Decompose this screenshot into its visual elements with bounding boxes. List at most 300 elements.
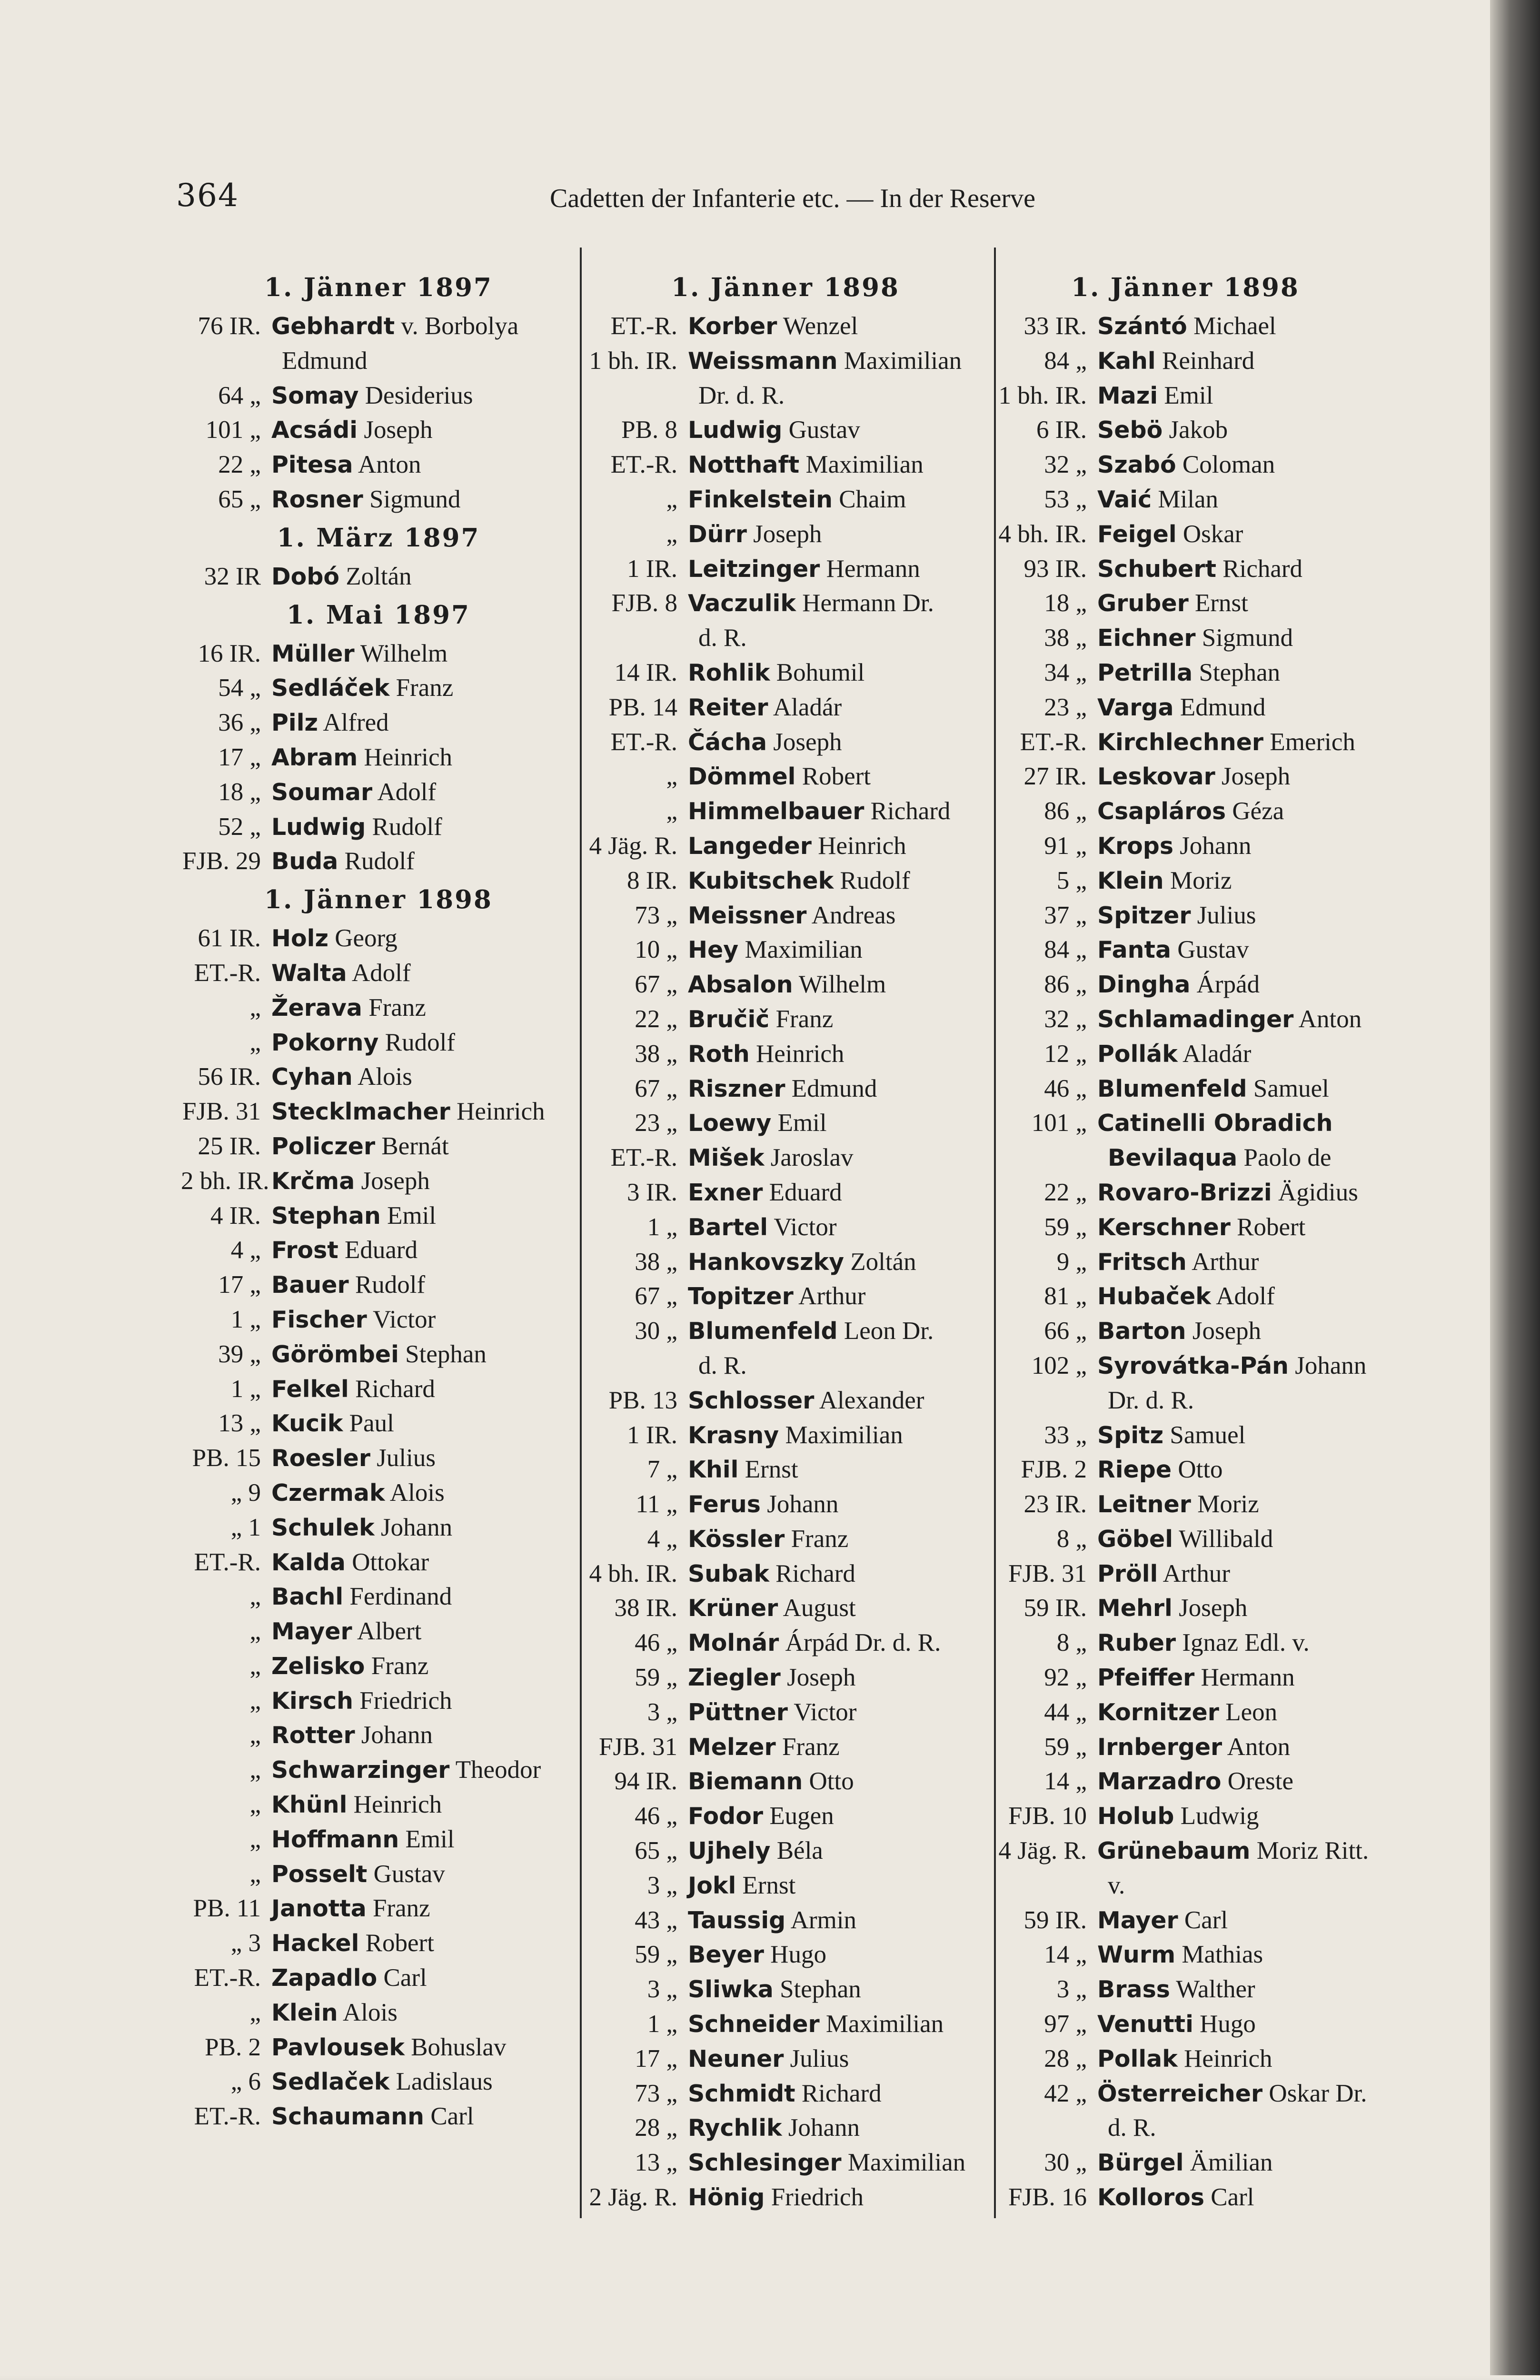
entry-row — [995, 1695, 1376, 1730]
entry-row — [588, 2076, 983, 2111]
surname: Felkel — [271, 1375, 349, 1403]
unit-label: 84 „ — [1044, 936, 1087, 964]
surname: Kubitschek — [688, 867, 834, 894]
entry-row — [181, 991, 576, 1025]
entry-row — [995, 1452, 1376, 1487]
given-name: Ägidius — [1278, 1178, 1358, 1206]
given-name: Ernst — [1195, 589, 1248, 617]
entry-continuation — [995, 1868, 1376, 1903]
entry-row — [588, 1383, 983, 1418]
unit-label: 2 bh. IR. — [181, 1167, 269, 1195]
given-name: Johann — [1295, 1351, 1367, 1379]
given-name: Rudolf — [344, 847, 415, 875]
unit-label: „ 6 — [230, 2068, 261, 2096]
entry-row — [588, 1245, 983, 1279]
given-name: Eugen — [769, 1802, 834, 1830]
unit-label: ET.-R. — [194, 959, 261, 987]
entry-row — [995, 794, 1376, 829]
entry-row — [588, 1522, 983, 1557]
given-name: Coloman — [1182, 451, 1275, 479]
given-name: Bohuslav — [411, 2033, 507, 2061]
given-name: Robert — [802, 763, 871, 791]
surname: Kahl — [1097, 347, 1156, 375]
given-name: Bohumil — [776, 658, 865, 686]
entry-row — [181, 1995, 576, 2030]
surname: Schlosser — [688, 1387, 815, 1414]
given-name: Maximilian — [847, 2149, 966, 2177]
entry-row — [181, 1094, 576, 1129]
given-name: Franz — [371, 1652, 429, 1680]
given-name: Friedrich — [359, 1686, 452, 1715]
unit-label: 14 IR. — [614, 658, 677, 686]
unit-label: 32 „ — [1044, 1005, 1087, 1033]
entry-row — [588, 517, 983, 552]
surname: Pavlousek — [271, 2033, 405, 2061]
given-name: Otto — [1178, 1456, 1223, 1484]
unit-label: „ — [249, 1617, 261, 1646]
entry-row — [995, 1660, 1376, 1695]
given-name: Adolf — [377, 778, 437, 806]
given-name: Árpád Dr. d. R. — [785, 1629, 941, 1657]
surname: Korber — [688, 313, 777, 340]
entry-row — [181, 1060, 576, 1094]
given-name: Reinhard — [1162, 347, 1255, 375]
given-name: Anton — [358, 451, 421, 479]
surname: Hackel — [271, 1930, 359, 1957]
given-name: Richard — [801, 2079, 882, 2107]
entry-row — [588, 863, 983, 898]
unit-label: 6 IR. — [1036, 416, 1087, 444]
surname: Dürr — [688, 520, 747, 548]
unit-label: 4 bh. IR. — [998, 520, 1087, 548]
unit-label: 3 IR. — [627, 1178, 677, 1206]
given-name: Andreas — [811, 901, 896, 929]
entry-row — [181, 1961, 576, 1995]
surname: Kerschner — [1097, 1213, 1231, 1241]
entry-row — [181, 559, 576, 594]
unit-label: 86 „ — [1044, 797, 1087, 825]
unit-label: 39 „ — [218, 1340, 261, 1368]
unit-label: 22 „ — [1044, 1178, 1087, 1206]
unit-label: 1 bh. IR. — [998, 381, 1087, 409]
given-name: Julius — [1197, 901, 1256, 929]
date-heading: 1. Jänner 1897 — [264, 273, 493, 302]
given-name: Maximilian — [785, 1421, 903, 1449]
surname: Schulek — [271, 1514, 375, 1541]
given-name: Richard — [355, 1375, 435, 1403]
surname: Somay — [271, 382, 359, 409]
entry-row — [995, 1071, 1376, 1106]
entry-row — [995, 1210, 1376, 1245]
given-name: Ignaz Edl. v. — [1182, 1629, 1310, 1657]
given-name: Géza — [1232, 797, 1284, 825]
entry-row — [181, 378, 576, 413]
surname: Püttner — [688, 1698, 788, 1726]
surname: Kucik — [271, 1410, 343, 1438]
entry-row — [995, 309, 1376, 344]
continuation-text: v. — [1108, 1871, 1125, 1899]
unit-label: 1 „ — [647, 2010, 677, 2038]
entry-row — [995, 447, 1376, 482]
column-1 — [181, 267, 576, 2134]
unit-label: 65 „ — [218, 485, 261, 513]
unit-label: 22 „ — [635, 1005, 677, 1033]
unit-label: 5 „ — [1056, 866, 1087, 894]
unit-label: 23 „ — [1044, 693, 1087, 721]
entry-row — [588, 1071, 983, 1106]
unit-label: „ — [249, 993, 261, 1021]
entry-row — [588, 1106, 983, 1140]
entry-row — [181, 1441, 576, 1476]
entry-row — [995, 1418, 1376, 1453]
surname: Cyhan — [271, 1063, 353, 1091]
unit-label: 76 IR. — [198, 312, 261, 340]
surname: Csapláros — [1097, 798, 1226, 825]
unit-label: 92 „ — [1044, 1664, 1087, 1692]
surname: Fritsch — [1097, 1248, 1187, 1276]
entry-row — [995, 586, 1376, 621]
continuation-text: d. R. — [698, 624, 747, 652]
entry-row — [995, 829, 1376, 863]
unit-label: „ — [249, 1583, 261, 1611]
unit-label: 13 „ — [635, 2149, 677, 2177]
entry-row — [181, 1372, 576, 1407]
surname: Petrilla — [1097, 659, 1193, 686]
entry-row — [588, 1557, 983, 1591]
given-name: Franz — [368, 993, 426, 1021]
unit-label: FJB. 16 — [1008, 2183, 1087, 2211]
given-name: Samuel — [1170, 1421, 1246, 1449]
entry-row — [588, 1730, 983, 1765]
entry-row — [181, 671, 576, 705]
given-name: Joseph — [1192, 1317, 1262, 1345]
page-number: 364 — [176, 177, 239, 214]
unit-label: 52 „ — [218, 813, 261, 841]
entry-row — [181, 1614, 576, 1649]
entry-row — [995, 1002, 1376, 1037]
surname: Müller — [271, 640, 355, 667]
surname: Schlesinger — [688, 2149, 842, 2177]
unit-label: 59 „ — [1044, 1733, 1087, 1761]
date-heading: 1. Jänner 1898 — [671, 273, 900, 302]
surname: Kolloros — [1097, 2184, 1205, 2211]
surname: Exner — [688, 1179, 763, 1206]
given-name: Stephan — [780, 1975, 861, 2003]
unit-label: 22 „ — [218, 451, 261, 479]
entry-row — [995, 1522, 1376, 1557]
entry-row — [588, 413, 983, 447]
given-name: Bernát — [381, 1132, 449, 1160]
given-name: Victor — [774, 1213, 837, 1241]
unit-label: 11 „ — [636, 1490, 677, 1518]
surname: Buda — [271, 848, 338, 875]
surname: Sebö — [1097, 416, 1163, 444]
given-name: Ottokar — [352, 1548, 429, 1576]
entry-row — [995, 655, 1376, 690]
surname: Stephan — [271, 1202, 381, 1230]
given-name: Anton — [1298, 1005, 1362, 1033]
entry-row — [995, 967, 1376, 1002]
unit-label: 67 „ — [635, 1074, 677, 1102]
given-name: Julius — [377, 1444, 436, 1472]
unit-label: 73 „ — [635, 901, 677, 929]
surname: Notthaft — [688, 451, 800, 479]
entry-row — [588, 1626, 983, 1660]
entry-row — [995, 1106, 1376, 1140]
unit-label: 1 bh. IR. — [589, 347, 677, 375]
unit-label: „ — [666, 485, 677, 513]
surname: Fodor — [688, 1803, 764, 1830]
given-name: Stephan — [405, 1340, 487, 1368]
given-name: Heinrich — [1184, 2044, 1272, 2073]
surname: Holub — [1097, 1803, 1174, 1830]
surname: Taussig — [688, 1906, 786, 1934]
entry-row — [588, 552, 983, 586]
given-name: Sigmund — [369, 485, 461, 513]
unit-label: 9 „ — [1056, 1248, 1087, 1276]
entry-row — [588, 2180, 983, 2215]
unit-label: 3 „ — [647, 1698, 677, 1726]
entry-row — [588, 1452, 983, 1487]
entry-row — [588, 586, 983, 621]
given-name: Stephan — [1199, 658, 1281, 686]
unit-label: 46 „ — [635, 1802, 677, 1830]
unit-label: 81 „ — [1044, 1282, 1087, 1310]
entry-row — [588, 1799, 983, 1834]
unit-label: 59 „ — [635, 1941, 677, 1969]
unit-label: „ — [249, 1652, 261, 1680]
given-name: Oreste — [1227, 1767, 1294, 1795]
surname: Dingha — [1097, 971, 1191, 999]
given-name: August — [783, 1594, 856, 1622]
surname: Barton — [1097, 1318, 1186, 1345]
entry-row — [181, 1164, 576, 1199]
entry-row — [181, 1406, 576, 1441]
surname: Bevilaqua — [1108, 1144, 1238, 1172]
unit-label: 1 IR. — [627, 555, 677, 583]
unit-label: 1 IR. — [627, 1421, 677, 1449]
entry-row — [588, 690, 983, 725]
surname: Zapadlo — [271, 1964, 378, 1992]
unit-label: 94 IR. — [614, 1767, 677, 1795]
given-name: Arthur — [1192, 1248, 1259, 1276]
surname: Gruber — [1097, 590, 1189, 617]
given-name: Wenzel — [783, 312, 858, 340]
given-name: Hugo — [1200, 2010, 1256, 2038]
given-name: Hermann — [1201, 1664, 1295, 1692]
given-name: Adolf — [1216, 1282, 1275, 1310]
entry-row — [995, 621, 1376, 655]
surname: Kirchlechner — [1097, 728, 1264, 756]
surname: Syrovátka-Pán — [1097, 1352, 1289, 1379]
entry-row — [588, 1660, 983, 1695]
given-name: Aladár — [773, 693, 842, 721]
continuation-text: Dr. d. R. — [698, 381, 785, 409]
given-name: Maximilian — [805, 451, 924, 479]
given-name: Joseph — [787, 1664, 856, 1692]
surname: Khil — [688, 1456, 739, 1484]
given-name: Joseph — [1179, 1594, 1248, 1622]
entry-row — [588, 447, 983, 482]
given-name: Ernst — [745, 1456, 798, 1484]
entry-row — [181, 1753, 576, 1787]
entry-row — [588, 1210, 983, 1245]
given-name: Willibald — [1179, 1525, 1273, 1553]
surname: Catinelli Obradich — [1097, 1110, 1333, 1137]
given-name: Edmund — [1180, 693, 1266, 721]
entry-row — [995, 344, 1376, 378]
surname: Blumenfeld — [688, 1318, 838, 1345]
page-edge-right — [1490, 0, 1540, 2380]
given-name: Carl — [1184, 1906, 1228, 1934]
given-name: Richard — [775, 1559, 855, 1587]
date-heading: 1. Jänner 1898 — [264, 885, 493, 915]
entry-row — [181, 1233, 576, 1268]
surname: Kalda — [271, 1548, 346, 1576]
unit-label: 27 IR. — [1023, 763, 1087, 791]
unit-label: 18 „ — [1044, 589, 1087, 617]
unit-label: „ — [249, 1860, 261, 1888]
unit-label: 14 „ — [1044, 1941, 1087, 1969]
surname: Absalon — [688, 971, 793, 999]
given-name: Jakob — [1169, 416, 1228, 444]
entry-row — [181, 1268, 576, 1302]
unit-label: FJB. 10 — [1008, 1802, 1087, 1830]
continuation-text: Edmund — [282, 347, 368, 375]
given-name: Desiderius — [365, 381, 473, 409]
given-name: Robert — [1237, 1213, 1306, 1241]
given-name: Aladár — [1182, 1040, 1252, 1068]
entry-continuation — [588, 378, 983, 413]
unit-label: 23 IR. — [1023, 1490, 1087, 1518]
unit-label: 30 „ — [635, 1317, 677, 1345]
surname: Szántó — [1097, 313, 1187, 340]
given-name: Emerich — [1270, 728, 1355, 756]
entry-row — [995, 2007, 1376, 2042]
surname: Kössler — [688, 1525, 785, 1553]
unit-label: 4 „ — [647, 1525, 677, 1553]
entry-row — [588, 759, 983, 794]
given-name: Rudolf — [355, 1271, 426, 1299]
given-name: Albert — [357, 1617, 422, 1646]
given-name: Emil — [405, 1825, 455, 1853]
surname: Beyer — [688, 1941, 764, 1969]
unit-label: 37 „ — [1044, 901, 1087, 929]
date-heading: 1. Mai 1897 — [287, 600, 470, 630]
unit-label: 12 „ — [1044, 1040, 1087, 1068]
surname: Hubaček — [1097, 1283, 1211, 1310]
given-name: Armin — [790, 1906, 856, 1934]
surname: Pollák — [1097, 1040, 1178, 1068]
unit-label: 59 IR. — [1023, 1594, 1087, 1622]
unit-label: FJB. 29 — [182, 847, 261, 875]
given-name: Johann — [767, 1490, 839, 1518]
given-name: Walther — [1176, 1975, 1255, 2003]
unit-label: 7 „ — [647, 1456, 677, 1484]
surname: Hankovszky — [688, 1248, 845, 1276]
unit-label: „ — [666, 763, 677, 791]
unit-label: 30 „ — [1044, 2149, 1087, 2177]
surname: Langeder — [688, 832, 812, 860]
entry-row — [181, 740, 576, 775]
given-name: Alois — [343, 1998, 397, 2026]
unit-label: 73 „ — [635, 2079, 677, 2107]
entry-row — [181, 1857, 576, 1892]
entry-row — [995, 725, 1376, 760]
entry-row — [181, 1510, 576, 1545]
given-name: Emil — [777, 1109, 827, 1137]
surname: Krasny — [688, 1421, 779, 1449]
unit-label: 4 bh. IR. — [589, 1559, 677, 1587]
unit-label: 38 „ — [635, 1248, 677, 1276]
given-name: Milan — [1158, 485, 1219, 513]
given-name: Ernst — [742, 1871, 796, 1899]
entry-row — [995, 1037, 1376, 1071]
date-heading: 1. März 1897 — [277, 523, 480, 553]
entry-row — [995, 2145, 1376, 2180]
unit-label: 13 „ — [218, 1409, 261, 1438]
surname: Vaczulik — [688, 590, 796, 617]
given-name: Rudolf — [385, 1028, 455, 1056]
surname: Ludwig — [271, 813, 366, 841]
given-name: Adolf — [351, 959, 411, 987]
surname: Melzer — [688, 1733, 776, 1761]
unit-label: 66 „ — [1044, 1317, 1087, 1345]
entry-row — [995, 1799, 1376, 1834]
unit-label: 17 „ — [635, 2044, 677, 2073]
date-heading: 1. Jänner 1898 — [1071, 273, 1300, 302]
entry-row — [995, 413, 1376, 447]
unit-label: 101 „ — [1031, 1109, 1087, 1137]
unit-label: „ — [249, 1721, 261, 1749]
unit-label: 46 „ — [635, 1629, 677, 1657]
given-name: Franz — [775, 1005, 834, 1033]
unit-label: 4 Jäg. R. — [998, 1837, 1087, 1865]
surname: Topitzer — [688, 1283, 794, 1310]
given-name: Heinrich — [353, 1791, 442, 1819]
unit-label: 4 IR. — [210, 1201, 261, 1230]
surname: Krčma — [271, 1167, 355, 1195]
given-name: Julius — [790, 2044, 849, 2073]
given-name: Heinrich — [364, 743, 452, 771]
entry-row — [588, 2111, 983, 2145]
given-name: Friedrich — [771, 2183, 864, 2211]
given-name: Jaroslav — [770, 1144, 854, 1172]
entry-row — [995, 1834, 1376, 1868]
entry-row — [995, 1279, 1376, 1314]
surname: Sedláček — [271, 674, 390, 702]
entry-row — [995, 932, 1376, 967]
surname: Dömmel — [688, 763, 796, 791]
given-name: Michael — [1193, 312, 1276, 340]
unit-label: 46 „ — [1044, 1074, 1087, 1102]
entry-row — [995, 1557, 1376, 1591]
surname: Venutti — [1097, 2011, 1193, 2038]
given-name: Moriz — [1170, 866, 1232, 894]
entry-row — [995, 1245, 1376, 1279]
unit-label: 93 IR. — [1023, 555, 1087, 583]
unit-label: 67 „ — [635, 1282, 677, 1310]
unit-label: 10 „ — [635, 936, 677, 964]
surname: Schaumann — [271, 2103, 425, 2131]
given-name: Johann — [380, 1513, 453, 1541]
surname: Göbel — [1097, 1525, 1173, 1553]
surname: Finkelstein — [688, 486, 833, 513]
given-name: Eduard — [769, 1178, 842, 1206]
surname: Mehrl — [1097, 1595, 1172, 1622]
surname: Krops — [1097, 832, 1174, 860]
entry-row — [995, 1730, 1376, 1765]
